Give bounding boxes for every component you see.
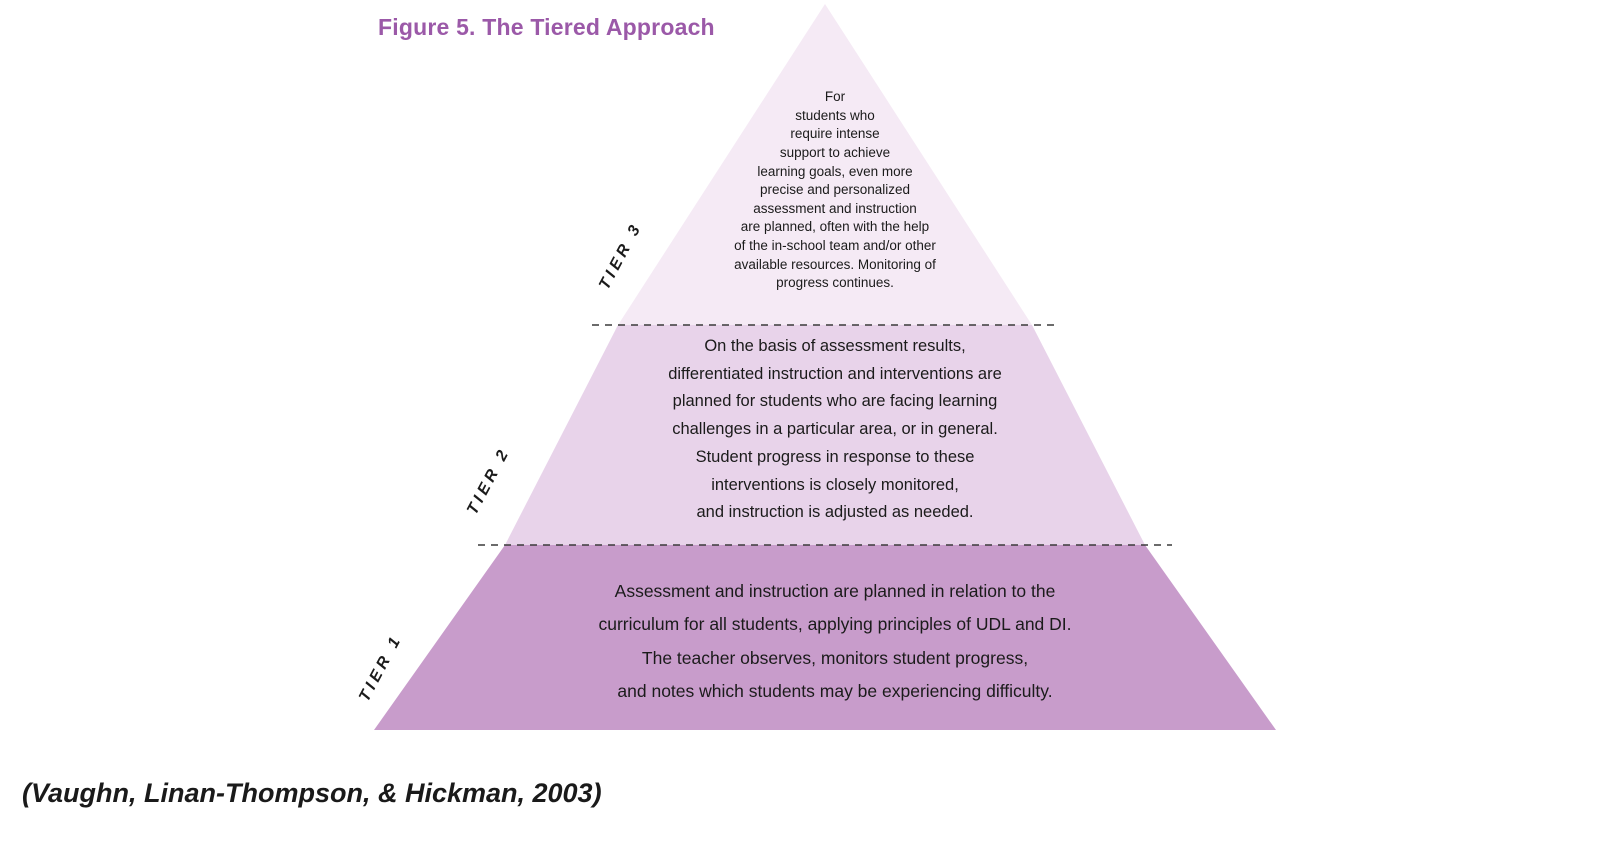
tier-3-line: support to achieve [779, 144, 891, 160]
tier-3-line: are planned, often with the help [740, 219, 930, 235]
tier-2-label: TIER 2 [464, 444, 514, 518]
tier-3-line: of the in-school team and/or other [734, 238, 936, 253]
figure-caption: (Vaughn, Linan-Thompson, & Hickman, 2003) [22, 778, 602, 808]
tier-2-line: and instruction is adjusted as needed. [696, 503, 974, 522]
tier-2-line: On the basis of assessment results, [704, 337, 966, 355]
tier-3-text-block [715, 88, 955, 293]
tier-3-line: progress continues. [776, 275, 894, 291]
tier-2-line: Student progress in response to these [695, 447, 975, 466]
tier-3-line: learning goals, even more [757, 163, 913, 179]
tier-1-line: Assessment and instruction are planned in relation to the [614, 581, 1056, 601]
tier-3-line: require intense [790, 126, 880, 142]
tier-1-line: The teacher observes, monitors student progress, [641, 647, 1029, 668]
tier-1-label: TIER 1 [356, 631, 406, 705]
tier-3-line: assessment and instruction [753, 200, 917, 216]
tier-2-text-block [605, 333, 1065, 527]
tiered-approach-pyramid [356, 0, 1290, 740]
tier-3-label: TIER 3 [596, 219, 646, 293]
tier-3-line: students who [795, 107, 875, 123]
tier-2-line: differentiated instruction and interventions are [668, 364, 1002, 383]
tier-3-line: For [824, 89, 846, 104]
tier-2-line: challenges in a particular area, or in general. [672, 420, 998, 439]
tier-3-line: available resources. Monitoring of [734, 256, 936, 272]
tier-1-line: curriculum for all students, applying principles of UDL and DI. [598, 614, 1072, 635]
tier-1-text-block [525, 575, 1145, 708]
tier-2-line: interventions is closely monitored, [711, 475, 959, 494]
tier-2-line: planned for students who are facing learning [672, 392, 998, 411]
tier-3-line: precise and personalized [759, 182, 911, 198]
tier-1-line: and notes which students may be experiencing difficulty. [617, 680, 1053, 701]
figure-title: Figure 5. The Tiered Approach [378, 14, 715, 40]
